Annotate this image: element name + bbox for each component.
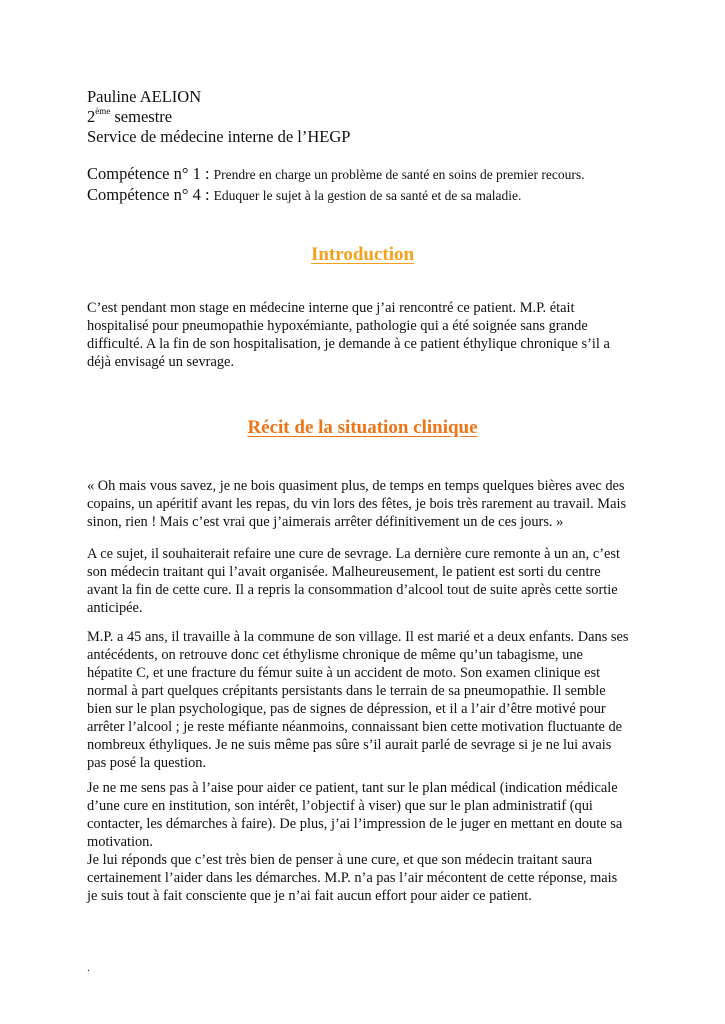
recit-line: bien sur le plan psychologique, pas de signes de dépression, et il a l’air d’être motivé pour <box>87 701 606 717</box>
recit-line: d’une cure en institution, son intérêt, l’objectif à viser) que sur le plan administratif (qui <box>87 798 593 814</box>
service-line: Service de médecine interne de l’HEGP <box>87 127 351 146</box>
footer-mark: . <box>87 960 90 974</box>
intro-line: hospitalisé pour pneumopathie hypoxémiante, pathologie qui a été soignée sans grande <box>87 318 588 334</box>
semester-number: 2 <box>87 107 96 126</box>
recit-line: Je ne me sens pas à l’aise pour aider ce patient, tant sur le plan médical (indication médicale <box>87 780 618 796</box>
semester-word: semestre <box>110 107 173 126</box>
intro-line: C’est pendant mon stage en médecine interne que j’ai rencontré ce patient. M.P. était <box>87 300 575 316</box>
recit-line: pas posé la question. <box>87 755 207 771</box>
semester-line <box>87 107 647 127</box>
recit-line: anticipée. <box>87 600 143 616</box>
document-header <box>87 87 647 147</box>
intro-line: déjà envisagé un sevrage. <box>87 354 235 370</box>
recit-paragraph-1 <box>87 477 647 531</box>
recit-line: normal à part quelques crépitants persistants dans le terrain de sa pneumopathie. Il semble <box>87 683 606 699</box>
author-name: Pauline AELION <box>87 87 202 106</box>
competence-4-description: Eduquer le sujet à la gestion de sa santé et de sa maladie. <box>213 188 522 203</box>
recit-line: copains, un apéritif avant les repas, du vin lors des fêtes, je bois très rarement au travail. Mais <box>87 496 627 512</box>
competence-1-description: Prendre en charge un problème de santé en soins de premier recours. <box>213 167 585 182</box>
recit-line: certainement l’aider dans les démarches. M.P. n’a pas l’air mécontent de cette réponse, mais <box>87 870 618 886</box>
competence-4 <box>87 185 647 206</box>
recit-paragraph-4 <box>87 779 647 905</box>
recit-line: hépatite C, et une fracture du fémur suite à un accident de moto. Son examen clinique est <box>87 665 601 681</box>
competence-4-label: Compétence n° 4 : <box>87 185 210 204</box>
recit-line: « Oh mais vous savez, je ne bois quasiment plus, de temps en temps quelques bières avec des <box>87 478 625 494</box>
recit-line: son médecin traitant qui l’avait organisée. Malheureusement, le patient est sorti du centre <box>87 564 601 580</box>
competences-block <box>87 164 647 206</box>
recit-line: avant la fin de cette cure. Il a repris la consommation d’alcool tout de suite après cette sortie <box>87 582 618 598</box>
recit-line: je suis tout à fait consciente que je n’ai fait aucun effort pour aider ce patient. <box>87 888 532 904</box>
recit-line: sinon, rien ! Mais c’est vrai que j’aimerais arrêter définitivement un de ces jours. » <box>87 514 564 530</box>
semester-superscript: ème <box>95 105 111 116</box>
recit-line: contacter, les démarches à faire). De plus, j’ai l’impression de le juger en mettant en doute sa <box>87 816 623 832</box>
recit-line: M.P. a 45 ans, il travaille à la commune de son village. Il est marié et a deux enfants. Dans ses <box>87 629 629 645</box>
recit-line: nombreux éthyliques. Je ne suis même pas sûre s’il aurait parlé de sevrage si je ne lui avais <box>87 737 612 753</box>
introduction-title: Introduction <box>310 244 415 265</box>
recit-line: motivation. <box>87 834 153 850</box>
introduction-paragraph <box>87 299 647 371</box>
recit-paragraph-2 <box>87 545 647 617</box>
recit-line: antécédents, on retrouve donc cet éthylisme chronique de même qu’un tabagisme, une <box>87 647 583 663</box>
recit-title: Récit de la situation clinique <box>247 417 478 438</box>
competence-1-label: Compétence n° 1 : <box>87 164 210 183</box>
recit-line: A ce sujet, il souhaiterait refaire une cure de sevrage. La dernière cure remonte à un an, c’est <box>87 546 620 562</box>
recit-paragraph-3 <box>87 628 647 772</box>
intro-line: difficulté. A la fin de son hospitalisation, je demande à ce patient éthylique chronique s’il a <box>87 336 610 352</box>
recit-line: Je lui réponds que c’est très bien de penser à une cure, et que son médecin traitant saura <box>87 852 593 868</box>
competence-1 <box>87 164 647 185</box>
recit-line: arrêter l’alcool ; je reste méfiante néanmoins, connaissant bien cette motivation fluctuante de <box>87 719 623 735</box>
